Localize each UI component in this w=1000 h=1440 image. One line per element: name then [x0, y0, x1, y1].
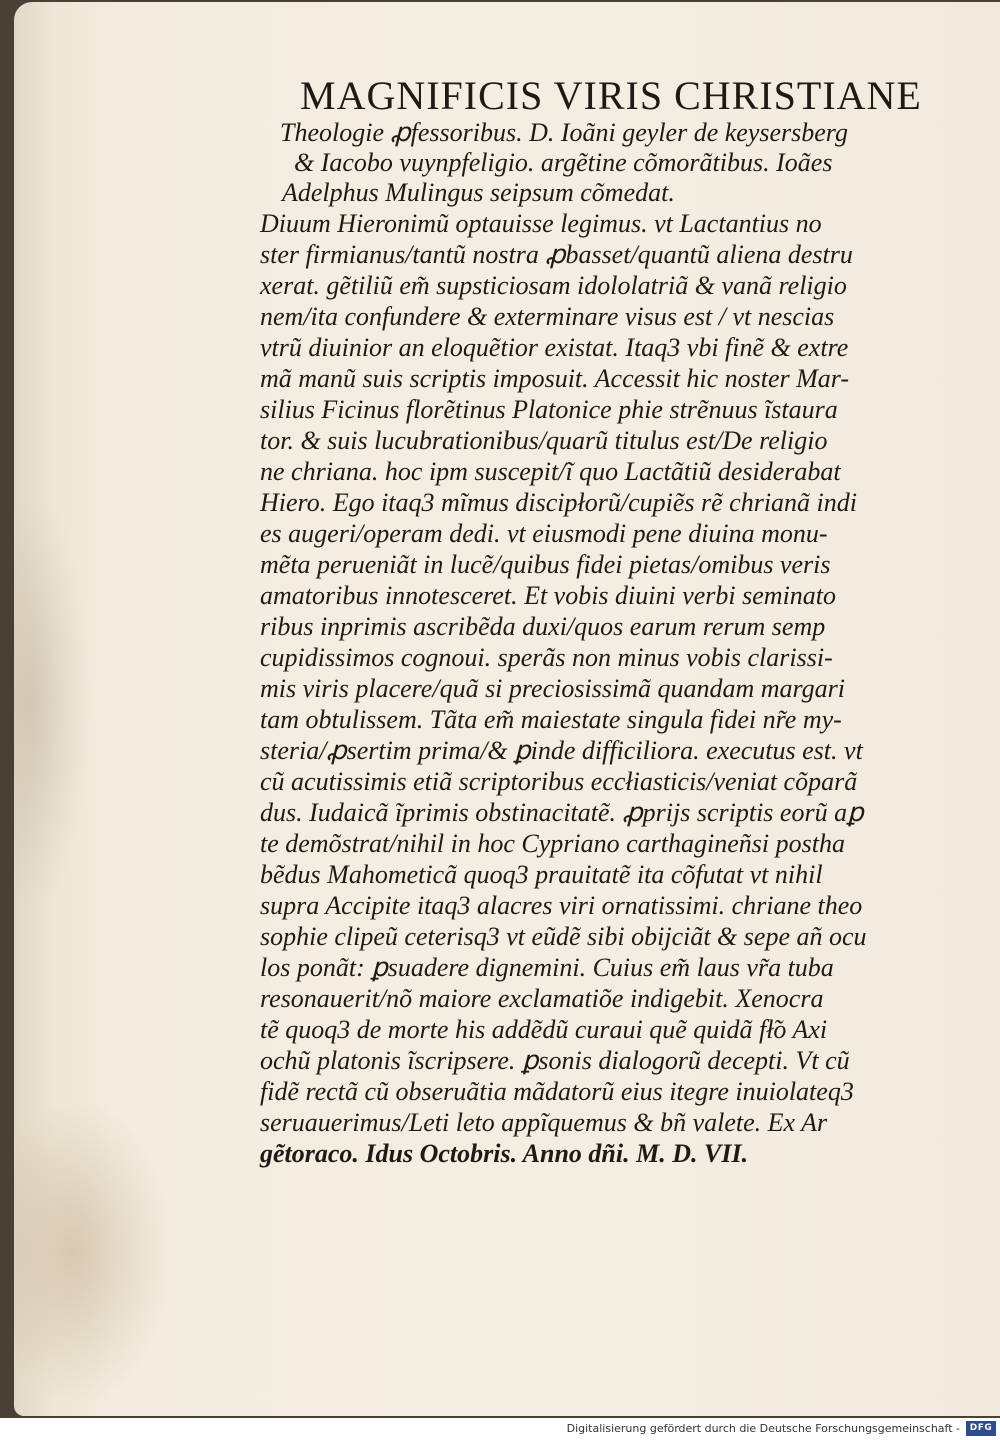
body-line: amatoribus innotesceret. Et vobis diuini verbi seminato: [260, 581, 837, 610]
body-line: mẽta perueniãt in lucẽ/quibus fidei pietas/omibus veris: [260, 550, 831, 579]
body-line: seruauerimus/Leti leto appĩquemus & bñ valete. Ex Ar: [260, 1108, 828, 1137]
body-line-date: gẽtoraco. Idus Octobris. Anno dñi. M. D. VII.: [260, 1139, 749, 1168]
body-line: ster firmianus/tantũ nostra ꝓbasset/quantũ aliena destru: [260, 240, 853, 269]
body-line: xerat. gẽtiliũ em̃ supsticiosam idololatriã & vanã religio: [260, 271, 847, 300]
body-line: ochũ platonis ĩscripsere. ꝑsonis dialogorũ decepti. Vt cũ: [260, 1046, 850, 1075]
body-line: cũ acutissimis etiã scriptoribus eccłiasticis/veniat cõparã: [260, 767, 858, 796]
footer-bar: [0, 1418, 1000, 1440]
body-line: nem/ita confundere & exterminare visus est / vt nescias: [260, 302, 835, 331]
body-line: tam obtulissem. Tãta em̃ maiestate singula fidei nr̃e my-: [260, 705, 842, 734]
page-title: MAGNIFICIS VIRIS CHRISTIANE: [300, 73, 922, 118]
body-line: ribus inprimis ascribẽda duxi/quos earum rerum semp: [260, 612, 826, 641]
body-line: tor. & suis lucubrationibus/quarũ titulus est/De religio: [260, 426, 828, 455]
body-line: Hiero. Ego itaq3 mĩmus discipłorũ/cupiẽs rẽ chrianã indi: [260, 488, 857, 517]
body-line: steria/ꝓsertim prima/& ꝑinde difficiliora. executus est. vt: [260, 736, 863, 765]
body-line: bẽdus Mahometicã quoq3 prauitatẽ ita cõfutat vt nihil: [260, 860, 823, 889]
body-line: dus. Iudaicã ĩprimis obstinacitatẽ. ꝓprijs scriptis eorũ aꝑ: [260, 798, 864, 827]
body-line: mis viris placere/quã si preciosissimã quandam margari: [260, 674, 845, 703]
body-line: sophie clipeũ ceterisq3 vt eũdẽ sibi obijciãt & sepe añ ocu: [260, 922, 867, 951]
body-line: vtrũ diuinior an eloquẽtior existat. Itaq3 vbi finẽ & extre: [260, 333, 849, 362]
page-text-block: [260, 74, 930, 1169]
dedication-line: Adelphus Mulingus seipsum cõmedat.: [282, 178, 675, 207]
body-line: supra Accipite itaq3 alacres viri ornatissimi. chriane theo: [260, 891, 863, 920]
body-line: Diuum Hieronimũ optauisse legimus. vt Lactantius no: [260, 209, 822, 238]
body-line: los ponãt: ꝑsuadere dignemini. Cuius em̃ laus vr̃a tuba: [260, 953, 834, 982]
dedication-line: & Iacobo vuynpfeligio. argẽtine cõmorãtibus. Ioães: [294, 148, 833, 177]
body-line: cupidissimos cognoui. sperãs non minus vobis clarissi-: [260, 643, 833, 672]
body-line: tẽ quoq3 de morte his addẽdũ curaui quẽ quidã fł̃o Axi: [260, 1015, 828, 1044]
body-text: [260, 208, 930, 1169]
book-page: [14, 2, 1000, 1416]
dedication-line: Theologie ꝓfessoribus. D. Ioãni geyler de keysersberg: [280, 118, 848, 147]
body-line: silius Ficinus florẽtinus Platonice phie strẽnuus ĩstaura: [260, 395, 838, 424]
funding-credit: Digitalisierung gefördert durch die Deutsche Forschungsgemeinschaft -: [566, 1422, 960, 1435]
body-line: te demõstrat/nihil in hoc Cypriano carthagineñsi postha: [260, 829, 845, 858]
body-line: fidẽ rectã cũ obseruãtia mãdatorũ eius itegre inuiolateq3: [260, 1077, 854, 1106]
body-line: es augeri/operam dedi. vt eiusmodi pene diuina monu-: [260, 519, 828, 548]
body-line: mã manũ suis scriptis imposuit. Accessit hic noster Mar-: [260, 364, 850, 393]
body-line: resonauerit/nõ maiore exclamatiõe indigebit. Xenocra: [260, 984, 824, 1013]
dfg-logo: DFG: [966, 1421, 996, 1436]
body-line: ne chriana. hoc ipm suscepit/ĩ quo Lactãtiũ desiderabat: [260, 457, 841, 486]
